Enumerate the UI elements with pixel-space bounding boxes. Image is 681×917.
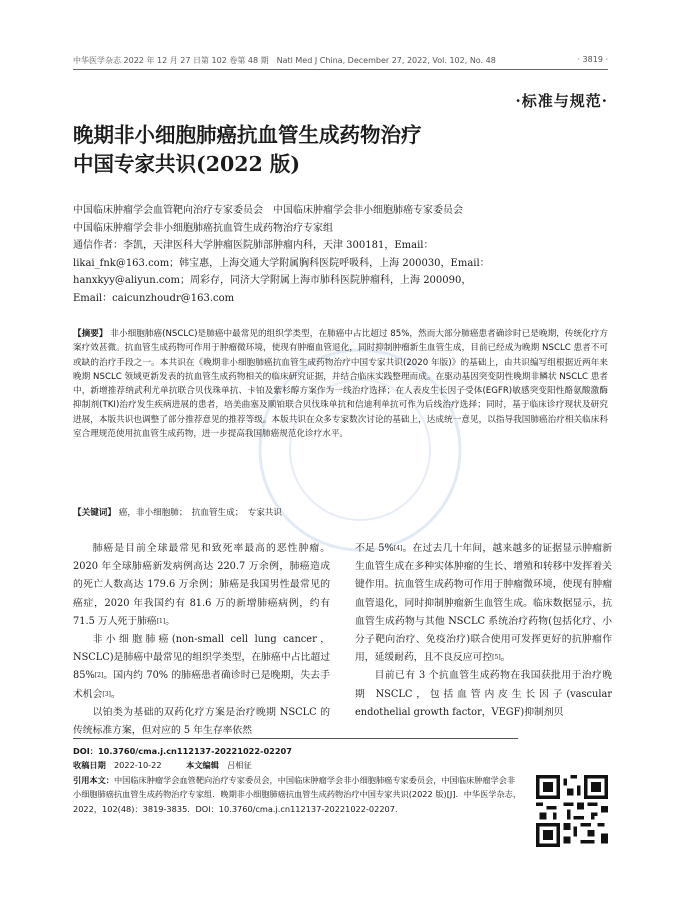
- abstract-text: 非小细胞肺癌(NSCLC)是肺癌中最常见的组织学类型，在肺癌中占比超过 85%，然而大部分肺癌患者确诊时已是晚期，传统化疗方案疗效甚微。抗血管生成药物可作用于肿瘤微环境，使现有肿瘤血管退化，同时抑制肿瘤新生血管生成，目前已经成为晚期 NSCLC 患者不可或缺的治疗手段之一。本共识在《晚期非小细胞肺癌抗血管生成药物治疗中国专家共识(2020 年版)》的基础上，由共识编写组根据近两年来晚期 NSCLC 领域更新发表的抗血管生成药物相关的临床研究证据，并结合临床实践整理而成。在驱动基因突变阴性晚期非鳞状 NSCLC 患者中，新增推荐纳武利尤单抗联合贝伐珠单抗、卡铂及紫杉醇方案作为一线治疗选择；在人表皮生长因子受体(EGFR)敏感突变阳性酪氨酸激酶抑制剂(TKI)治疗发生疾病进展的患者，培美曲塞及顺铂联合贝伐珠单抗和信迪利单抗可作为后线治疗选择；同时，基于临床诊疗现状及研究进展，本版共识也调整了部分推荐意见的推荐等级。本版共识在众多专家数次讨论的基础上，达成统一意见，以指导我国肺癌治疗相关临床科室合理规范使用抗血管生成药物，进一步提高我国肺癌规范化诊疗水平。: [73, 329, 608, 439]
- author-line: 通信作者：李凯，天津医科大学肿瘤医院肺部肿瘤内科，天津 300181，Email：: [73, 240, 434, 252]
- body-paragraph: 肺癌是目前全球最常见和致死率最高的恶性肿瘤。2020 年全球肺癌新发病例高达 220.7 万余例，肺癌造成的死亡人数高达 179.6 万余例；肺癌是我国男性最常见的癌症，2020 年我国约有 81.6 万的新增肺癌病例，约有 71.5 万人死于肺癌[1]。: [73, 543, 330, 627]
- reference-mark[interactable]: [1]: [156, 617, 166, 625]
- title-line-2: 中国专家共识(2022 版): [73, 152, 301, 176]
- qr-code-icon[interactable]: [536, 775, 608, 847]
- reference-mark[interactable]: [2]: [94, 672, 104, 680]
- body-paragraph: 目前已有 3 个抗血管生成药物在我国获批用于治疗晚期 NSCLC，包括血管内皮生长因子(vascular endothelial growth factor，VEGF)抑制剂贝: [355, 670, 612, 718]
- body-column-left: [73, 540, 330, 740]
- body-column-right: [355, 540, 612, 722]
- keywords: [73, 506, 608, 518]
- author-line: Email：caicunzhoudr@163.com: [73, 292, 235, 304]
- keywords-text: 癌，非小细胞肺； 抗血管生成； 专家共识: [118, 508, 282, 518]
- reference-mark[interactable]: [4]: [393, 545, 403, 552]
- reference-mark[interactable]: [5]: [492, 654, 501, 662]
- header-rule: [73, 69, 608, 70]
- abstract: [73, 327, 608, 441]
- body-paragraph: 非小细胞肺癌(non-small cell lung cancer，NSCLC)是肺癌中最常见的组织学类型，在肺癌中占比超过 85%[2]。国内约 70% 的肺癌患者确诊时已是晚期，失去手术机会[3]。: [73, 634, 330, 700]
- citation: 引用本文：中国临床肿瘤学会血管靶向治疗专家委员会，中国临床肿瘤学会非小细胞肺癌专家委员会，中国临床肿瘤学会非小细胞肺癌抗血管生成药物治疗专家组．晚期非小细胞肺癌抗血管生成药物治疗中国专家共识(2022 版)[J]．中华医学杂志，2022，102(48)：3819-3835．DOI：10.3760/cma.j.cn112137-20221022-02207.: [73, 774, 522, 814]
- author-line: likai_fnk@163.com；韩宝惠，上海交通大学附属胸科医院呼吸科，上海 200030，Email：: [73, 257, 490, 269]
- article-footer: [73, 744, 523, 816]
- body-paragraph: 不足 5%[4]。在过去几十年间，越来越多的证据显示肿瘤新生血管生成在多种实体肿瘤的生长、增殖和转移中发挥着关键作用。抗血管生成药物可作用于肿瘤微环境，使现有肿瘤血管退化，同时抑制肿瘤新生血管生成。临床数据显示，抗血管生成药物与其他 NSCLC 系统治疗药物(包括化疗、小分子靶向治疗、免疫治疗)联合使用可发挥更好的抗肿瘤作用，延缓耐药，且不良反应可控[5]。: [355, 543, 613, 664]
- article-title: [73, 121, 613, 179]
- body-paragraph: 以铂类为基础的双药化疗方案是治疗晚期 NSCLC 的传统标准方案，但对应的 5 年生存率依然: [73, 706, 330, 737]
- received-line: 收稿日期 2022-10-22 本文编辑 吕相征: [73, 760, 252, 771]
- page-number: · 3819 ·: [577, 55, 608, 64]
- section-tag: ·标准与规范·: [515, 92, 608, 110]
- abstract-label: 【摘要】: [73, 329, 108, 339]
- keywords-label: 【关键词】: [73, 508, 116, 518]
- author-block: [73, 202, 608, 308]
- doi[interactable]: DOI：10.3760/cma.j.cn112137-20221022-02207: [73, 746, 292, 756]
- title-line-1: 晚期非小细胞肺癌抗血管生成药物治疗: [73, 123, 422, 147]
- author-line: 中国临床肿瘤学会非小细胞肺癌抗血管生成药物治疗专家组: [73, 222, 333, 234]
- footer-rule: [73, 738, 518, 739]
- running-header: 中华医学杂志 2022 年 12 月 27 日第 102 卷第 48 期 Natl Med J China, December 27, 2022, Vol. 102, No. 48: [73, 56, 496, 65]
- reference-mark[interactable]: [3]: [102, 690, 111, 698]
- author-line: hanxkyy@aliyun.com；周彩存，同济大学附属上海市肺科医院肿瘤科，上海 200090，: [73, 275, 472, 287]
- author-line: 中国临床肿瘤学会血管靶向治疗专家委员会 中国临床肿瘤学会非小细胞肺癌专家委员会: [73, 205, 463, 216]
